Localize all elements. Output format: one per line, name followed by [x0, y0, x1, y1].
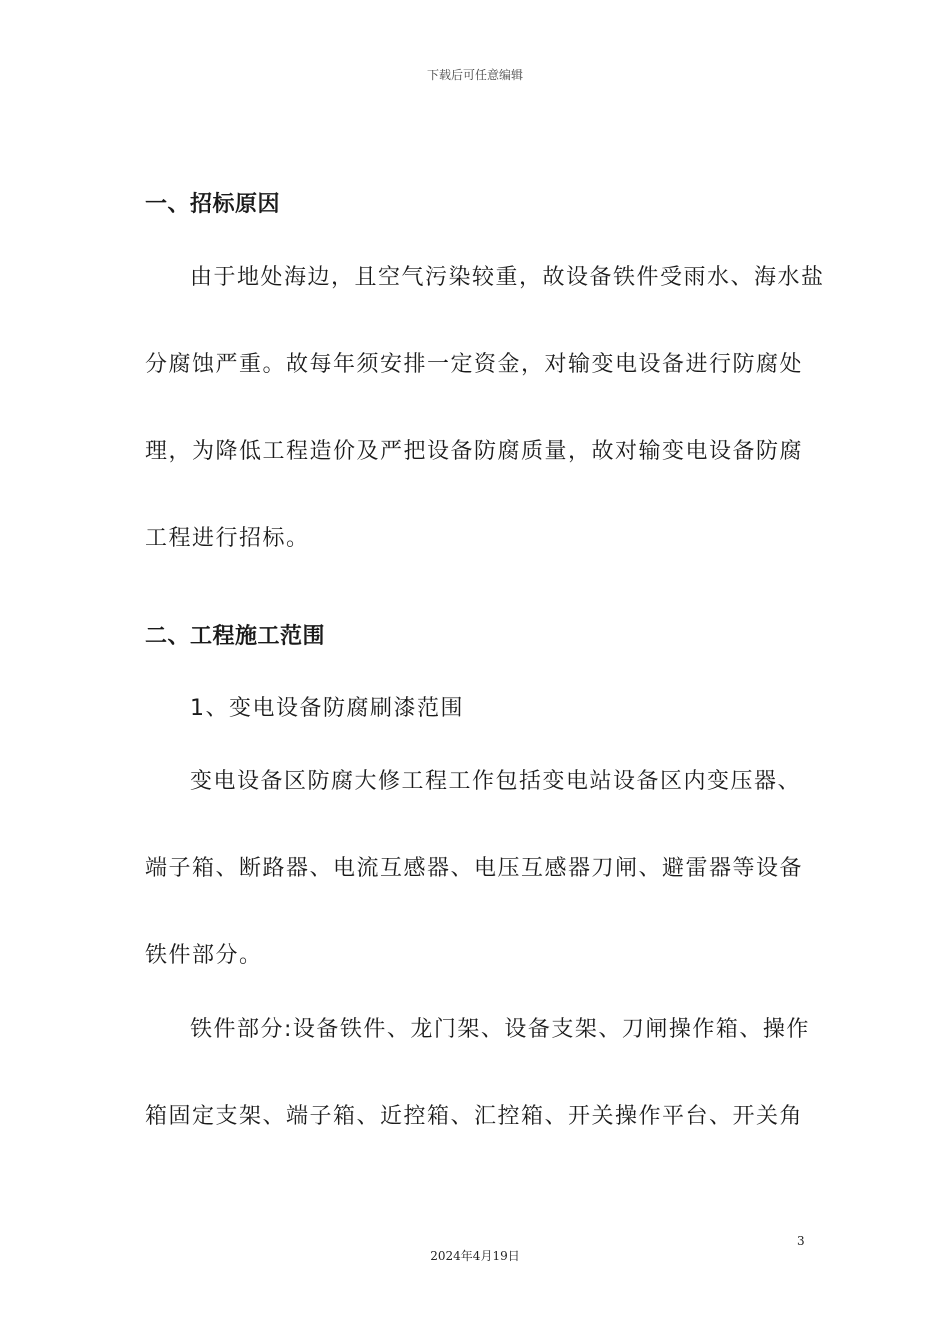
paragraph-line: 变电设备区防腐大修工程工作包括变电站设备区内变压器、: [190, 769, 802, 794]
header-note: 下载后可任意编辑: [426, 68, 523, 82]
section-heading-construction-scope: 二、工程施工范围: [145, 624, 326, 649]
subsection-title: 1、变电设备防腐刷漆范围: [190, 696, 464, 721]
paragraph-line: 由于地处海边，且空气污染较重，故设备铁件受雨水、海水盐: [190, 265, 825, 290]
paragraph-line: 箱固定支架、端子箱、近控箱、汇控箱、开关操作平台、开关角: [145, 1104, 804, 1129]
paragraph-line: 理，为降低工程造价及严把设备防腐质量，故对输变电设备防腐: [145, 439, 804, 464]
paragraph-line: 铁件部分。: [145, 943, 263, 968]
paragraph-line: 分腐蚀严重。故每年须安排一定资金，对输变电设备进行防腐处: [145, 352, 804, 377]
paragraph-line: 工程进行招标。: [145, 526, 310, 551]
page-number: 3: [797, 1234, 805, 1248]
footer-date: 2024年4月19日: [430, 1249, 520, 1263]
section-heading-bidding-reason: 一、招标原因: [145, 192, 281, 217]
paragraph-line: 铁件部分:设备铁件、龙门架、设备支架、刀闸操作箱、操作: [190, 1017, 810, 1042]
paragraph-line: 端子箱、断路器、电流互感器、电压互感器刀闸、避雷器等设备: [145, 856, 804, 881]
